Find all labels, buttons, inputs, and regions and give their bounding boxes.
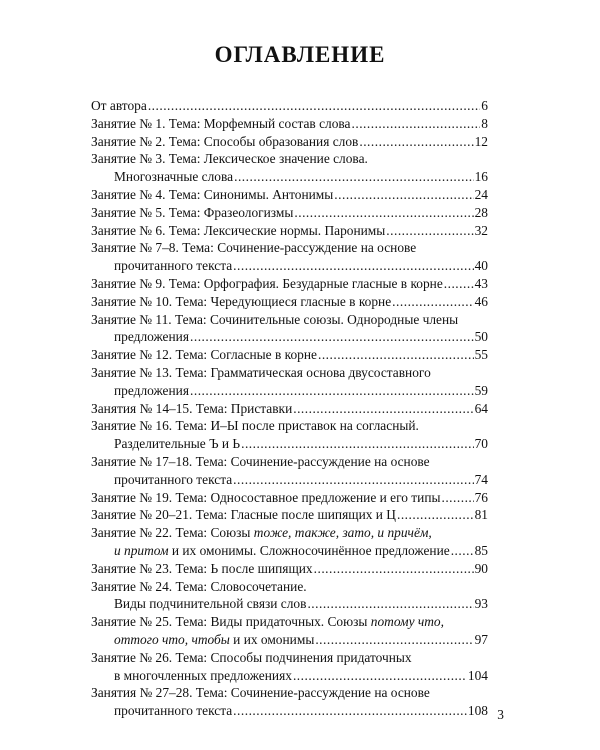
toc-entry-title — [91, 364, 431, 382]
toc-line — [91, 257, 488, 275]
toc-entry-title — [114, 382, 189, 400]
toc-line — [91, 435, 488, 453]
toc-line — [91, 186, 488, 204]
dot-leader — [318, 346, 474, 364]
toc-entry-title — [91, 239, 416, 257]
toc-entry — [91, 204, 488, 222]
toc-entry — [91, 453, 488, 489]
toc-page-number: 6 — [481, 98, 488, 113]
toc-page-number: 104 — [467, 667, 488, 683]
toc-entry-title — [114, 435, 240, 453]
dot-leader — [294, 204, 473, 222]
toc-line — [91, 239, 488, 257]
toc-entry-title — [114, 257, 232, 275]
toc-entry-title — [91, 649, 412, 667]
page-title: ОГЛАВЛЕНИЕ — [214, 42, 386, 67]
toc-text-segment: Занятие № 3. Тема: Лексическое значение слова. — [91, 151, 368, 167]
toc-entry — [91, 489, 488, 507]
toc-text-segment: предложения — [114, 382, 189, 398]
toc-entry — [91, 275, 488, 293]
toc-text-segment: в многочленных предложениях — [114, 667, 292, 683]
toc-text-segment: Занятие № 26. Тема: Способы подчинения придаточных — [91, 649, 412, 665]
toc-line — [91, 346, 488, 364]
dot-leader — [444, 275, 474, 293]
table-of-contents — [91, 97, 488, 720]
toc-line — [91, 133, 488, 151]
toc-line — [91, 489, 488, 507]
toc-entry — [91, 133, 488, 151]
page-number: 3 — [497, 707, 504, 722]
toc-line — [91, 631, 488, 649]
toc-line — [91, 702, 488, 720]
dot-leader — [190, 382, 474, 400]
toc-page-number: 108 — [467, 703, 488, 719]
toc-text-segment: Занятие № 4. Тема: Синонимы. Антонимы — [91, 186, 334, 202]
toc-entry — [91, 649, 488, 685]
toc-entry — [91, 524, 488, 560]
toc-entry-title — [91, 186, 333, 204]
toc-line — [91, 400, 488, 418]
toc-line — [91, 364, 488, 382]
toc-text-segment: Занятие № 1. Тема: Морфемный состав слова — [91, 115, 351, 131]
dot-leader — [386, 222, 473, 240]
dot-leader — [241, 435, 474, 453]
toc-page-number: 28 — [474, 204, 488, 220]
toc-entry-title — [91, 204, 293, 222]
toc-text-segment: Занятие № 2. Тема: Способы образования слов — [91, 133, 359, 149]
toc-page-number: 74 — [474, 471, 488, 487]
toc-entry-title — [114, 168, 233, 186]
toc-entry-title — [114, 471, 232, 489]
toc-text-segment: Разделительные Ъ и Ь — [114, 436, 241, 452]
toc-text-segment: и их омонимы. Сложносочинённое предложение — [168, 542, 450, 558]
toc-entry-title — [91, 346, 317, 364]
toc-entry-title — [91, 506, 396, 524]
toc-line — [91, 649, 488, 667]
toc-entry — [91, 186, 488, 204]
toc-page-number: 76 — [474, 489, 488, 505]
toc-text-segment: и их омонимы — [229, 631, 315, 647]
toc-italic-text: тоже, также, зато, и причём, — [253, 525, 432, 541]
toc-line — [91, 595, 488, 613]
toc-line — [91, 293, 488, 311]
toc-entry — [91, 311, 488, 347]
toc-line — [91, 667, 488, 685]
dot-leader — [293, 400, 473, 418]
toc-page-number: 55 — [474, 347, 488, 363]
toc-text-segment: Занятие № 23. Тема: Ь после шипящих — [91, 560, 313, 576]
toc-page-number: 85 — [474, 542, 488, 558]
toc-italic-text: и притом — [114, 542, 169, 558]
toc-line — [91, 115, 488, 133]
toc-line — [91, 506, 488, 524]
toc-page-number: 16 — [474, 169, 488, 185]
toc-text-segment: Занятие № 9. Тема: Орфография. Безударные гласные в корне — [91, 275, 443, 291]
toc-page-number: 12 — [474, 133, 488, 149]
toc-text-segment: прочитанного текста — [114, 703, 233, 719]
toc-text-segment: Занятие № 17–18. Тема: Сочинение-рассуждение на основе — [91, 453, 430, 469]
toc-line — [91, 168, 488, 186]
toc-entry — [91, 222, 488, 240]
toc-text-segment: Занятие № 11. Тема: Сочинительные союзы. Однородные члены — [91, 311, 459, 327]
dot-leader — [315, 631, 473, 649]
toc-page-number: 32 — [474, 222, 488, 238]
toc-entry-title — [91, 150, 368, 168]
toc-line — [91, 542, 488, 560]
dot-leader — [307, 595, 473, 613]
toc-page-number: 64 — [474, 400, 488, 416]
toc-page-number: 50 — [474, 329, 488, 345]
toc-text-segment: прочитанного текста — [114, 471, 233, 487]
toc-entry-title — [114, 328, 189, 346]
toc-entry — [91, 346, 488, 364]
toc-line — [91, 311, 488, 329]
toc-entry-title — [91, 311, 458, 329]
toc-entry-title — [91, 222, 385, 240]
toc-line — [91, 560, 488, 578]
toc-line — [91, 222, 488, 240]
dot-leader — [397, 506, 474, 524]
toc-entry — [91, 684, 488, 720]
toc-italic-text: оттого что, чтобы — [114, 631, 230, 647]
toc-entry-title — [91, 524, 432, 542]
toc-entry-title — [91, 560, 313, 578]
toc-entry — [91, 417, 488, 453]
dot-leader — [441, 489, 473, 507]
toc-entry-title — [114, 542, 450, 560]
dot-leader — [314, 560, 474, 578]
toc-entry-title — [91, 417, 419, 435]
toc-page-number: 59 — [474, 382, 488, 398]
toc-text-segment: прочитанного текста — [114, 258, 233, 274]
toc-text-segment: Занятие № 25. Тема: Виды придаточных. Союзы — [91, 614, 371, 630]
toc-text-segment: Занятие № 24. Тема: Словосочетание. — [91, 578, 307, 594]
dot-leader — [233, 702, 467, 720]
toc-entry-title — [114, 595, 306, 613]
toc-line — [91, 204, 488, 222]
toc-entry-title — [91, 293, 391, 311]
toc-entry-title — [91, 489, 440, 507]
toc-entry — [91, 150, 488, 186]
toc-entry — [91, 293, 488, 311]
toc-entry-title — [91, 275, 443, 293]
toc-entry — [91, 400, 488, 418]
toc-entry-title — [114, 631, 314, 649]
toc-entry — [91, 239, 488, 275]
dot-leader — [234, 168, 474, 186]
dot-leader — [352, 115, 481, 133]
toc-page-number: 70 — [474, 436, 488, 452]
toc-text-segment: Виды подчинительной связи слов — [114, 596, 307, 612]
toc-line — [91, 453, 488, 471]
toc-page-number: 43 — [474, 275, 488, 291]
toc-line — [91, 613, 488, 631]
toc-entry-title — [91, 613, 444, 631]
toc-line — [91, 275, 488, 293]
dot-leader — [233, 257, 473, 275]
toc-entry — [91, 97, 488, 115]
toc-text-segment: Занятие № 20–21. Тема: Гласные после шипящих и Ц — [91, 507, 396, 523]
toc-entry-title — [91, 578, 307, 596]
toc-text-segment: Занятие № 13. Тема: Грамматическая основа двусоставного — [91, 364, 431, 380]
toc-text-segment: Занятие № 6. Тема: Лексические нормы. Паронимы — [91, 222, 386, 238]
toc-entry-title — [91, 97, 147, 115]
toc-text-segment: От автора — [91, 98, 147, 113]
dot-leader — [392, 293, 473, 311]
toc-entry-title — [114, 667, 292, 685]
toc-text-segment: Занятие № 7–8. Тема: Сочинение-рассуждение на основе — [91, 240, 417, 256]
dot-leader — [359, 133, 473, 151]
toc-text-segment: Занятие № 10. Тема: Чередующиеся гласные в корне — [91, 293, 392, 309]
toc-line — [91, 471, 488, 489]
toc-text-segment: Занятие № 16. Тема: И–Ы после приставок на согласный. — [91, 418, 419, 434]
toc-text-segment: предложения — [114, 329, 189, 345]
toc-line — [91, 578, 488, 596]
toc-entry — [91, 578, 488, 614]
toc-text-segment: Занятие № 5. Тема: Фразеологизмы — [91, 204, 294, 220]
toc-line — [91, 684, 488, 702]
toc-page-number: 97 — [474, 631, 488, 647]
toc-entry — [91, 613, 488, 649]
toc-text-segment: Занятия № 14–15. Тема: Приставки — [91, 400, 293, 416]
toc-italic-text: потому что, — [370, 614, 444, 630]
toc-line — [91, 328, 488, 346]
toc-entry — [91, 506, 488, 524]
toc-page-number: 81 — [474, 507, 488, 523]
toc-entry — [91, 115, 488, 133]
toc-entry — [91, 560, 488, 578]
dot-leader — [451, 542, 474, 560]
toc-page-number: 24 — [474, 186, 488, 202]
toc-page-number: 40 — [474, 258, 488, 274]
toc-entry-title — [114, 702, 232, 720]
toc-line — [91, 150, 488, 168]
toc-entry-title — [91, 133, 358, 151]
dot-leader — [190, 328, 474, 346]
dot-leader — [334, 186, 473, 204]
toc-entry-title — [91, 400, 292, 418]
toc-entry-title — [91, 684, 430, 702]
toc-page-number: 90 — [474, 560, 488, 576]
toc-page-number: 46 — [474, 293, 488, 309]
dot-leader — [233, 471, 473, 489]
toc-page-number: 8 — [481, 115, 488, 131]
toc-page-number: 93 — [474, 596, 488, 612]
toc-line — [91, 417, 488, 435]
toc-text-segment: Занятие № 12. Тема: Согласные в корне — [91, 347, 317, 363]
toc-text-segment: Занятие № 19. Тема: Односоставное предложение и его типы — [91, 489, 441, 505]
toc-text-segment: Многозначные слова — [114, 169, 234, 185]
toc-line — [91, 382, 488, 400]
toc-entry-title — [91, 453, 430, 471]
toc-entry-title — [91, 115, 351, 133]
toc-line — [91, 524, 488, 542]
dot-leader — [293, 667, 467, 685]
toc-line — [91, 97, 488, 115]
toc-text-segment: Занятие № 22. Тема: Союзы — [91, 525, 254, 541]
dot-leader — [148, 97, 480, 115]
toc-text-segment: Занятия № 27–28. Тема: Сочинение-рассуждение на основе — [91, 685, 430, 701]
toc-entry — [91, 364, 488, 400]
